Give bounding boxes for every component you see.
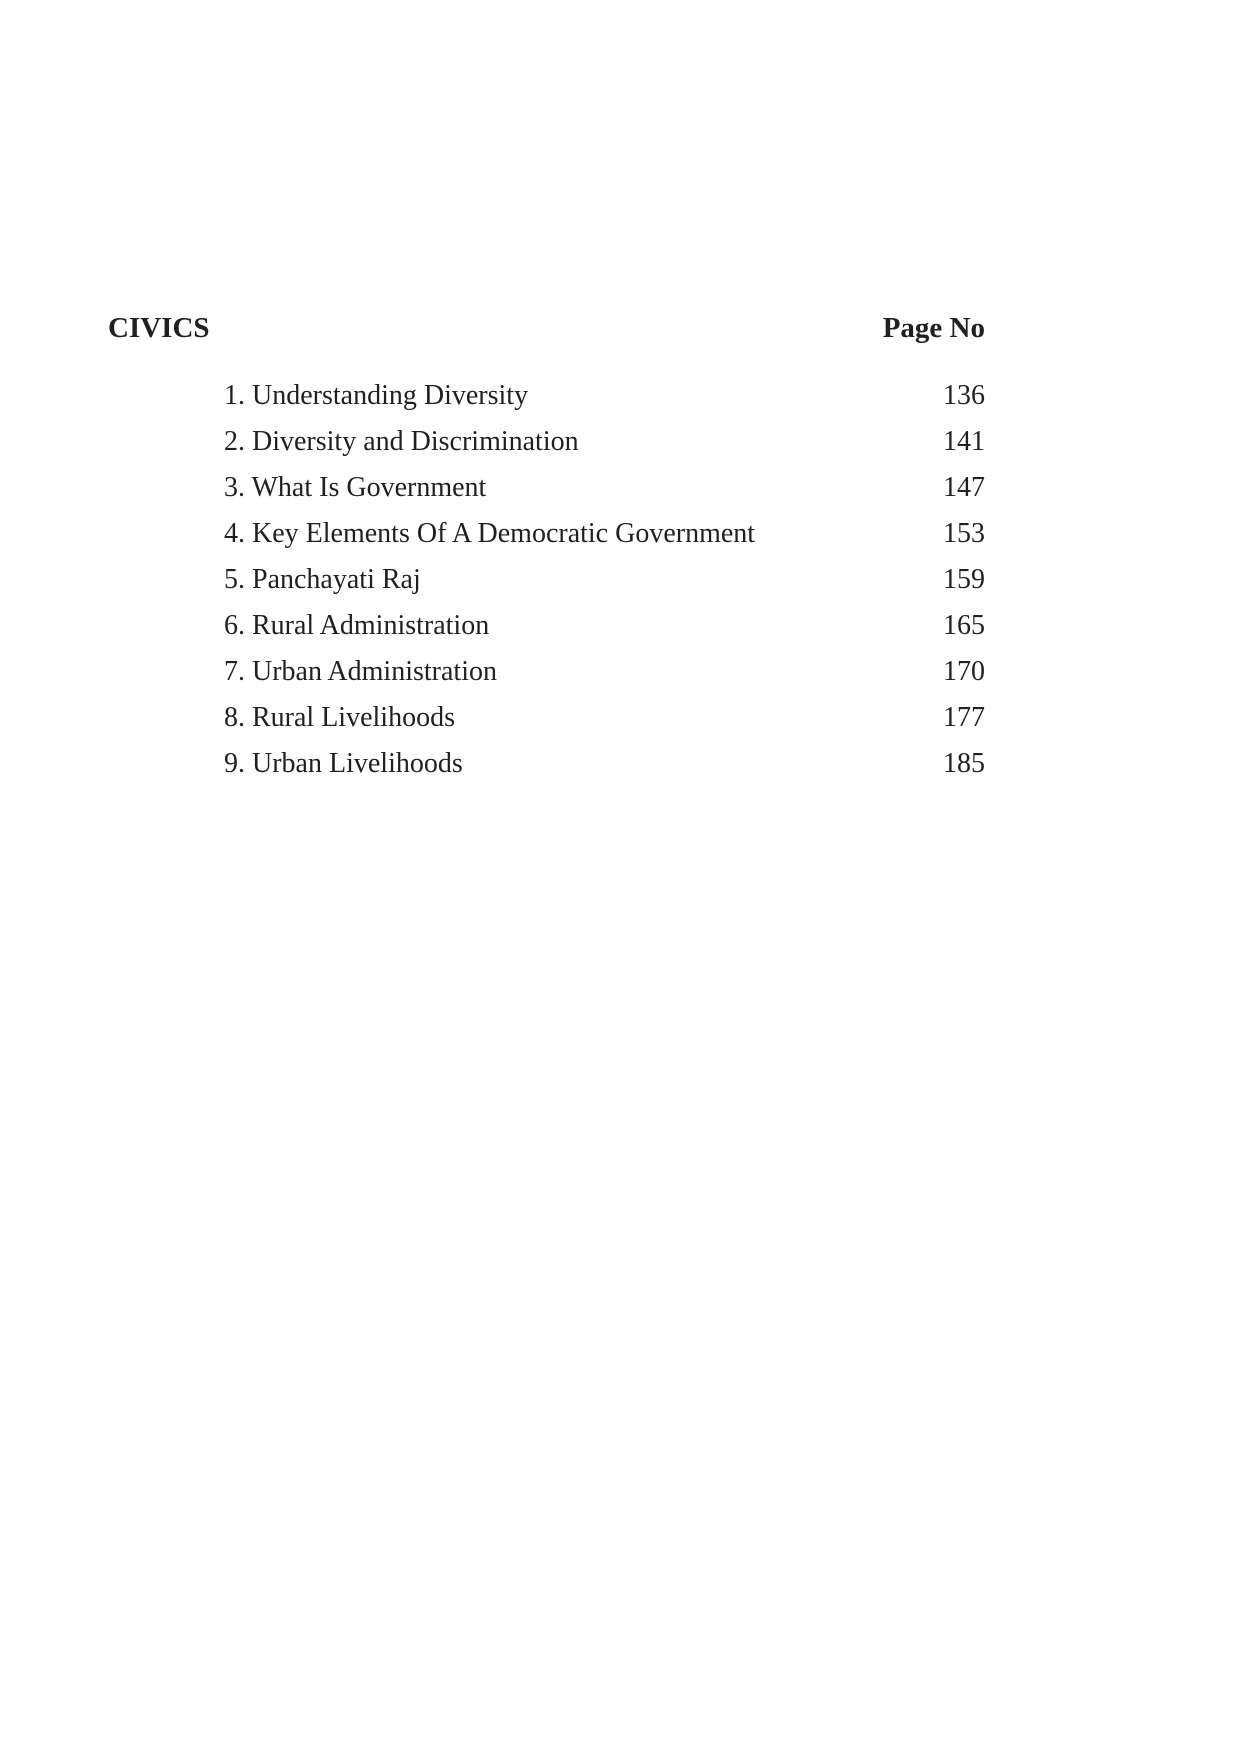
- toc-entry-title: 8. Rural Livelihoods: [224, 702, 455, 733]
- toc-entry: [224, 652, 985, 698]
- toc-entry-title: 5. Panchayati Raj: [224, 564, 421, 595]
- toc-entry-page: 177: [943, 702, 985, 733]
- toc-entry: [224, 514, 985, 560]
- toc-entry-page: 165: [943, 610, 985, 641]
- toc-entry-page: 136: [943, 380, 985, 411]
- toc-entry-page: 170: [943, 656, 985, 687]
- section-title: CIVICS: [108, 312, 210, 344]
- toc-entry-title: 9. Urban Livelihoods: [224, 748, 463, 779]
- toc-entry: [224, 422, 985, 468]
- toc-entry-page: 141: [943, 426, 985, 457]
- toc-entry-page: 147: [943, 472, 985, 503]
- toc-entry-page: 185: [943, 748, 985, 779]
- toc-entry: [224, 606, 985, 652]
- toc-entry: [224, 744, 985, 790]
- toc-entry-title: 3. What Is Government: [224, 472, 487, 503]
- toc-entry: [224, 468, 985, 514]
- toc-entry-title: 6. Rural Administration: [224, 610, 490, 641]
- toc-entry-title: 1. Understanding Diversity: [224, 380, 529, 411]
- toc-entry-page: 159: [943, 564, 985, 595]
- toc-entry: [224, 376, 985, 422]
- page-no-heading: Page No: [882, 312, 985, 344]
- toc-entry-title: 2. Diversity and Discrimination: [224, 426, 579, 457]
- toc-entry-page: 153: [943, 518, 985, 549]
- table-of-contents: [224, 376, 985, 790]
- toc-entry-title: 7. Urban Administration: [224, 656, 497, 687]
- toc-entry: [224, 698, 985, 744]
- toc-entry-title: 4. Key Elements Of A Democratic Government: [224, 518, 756, 549]
- toc-entry: [224, 560, 985, 606]
